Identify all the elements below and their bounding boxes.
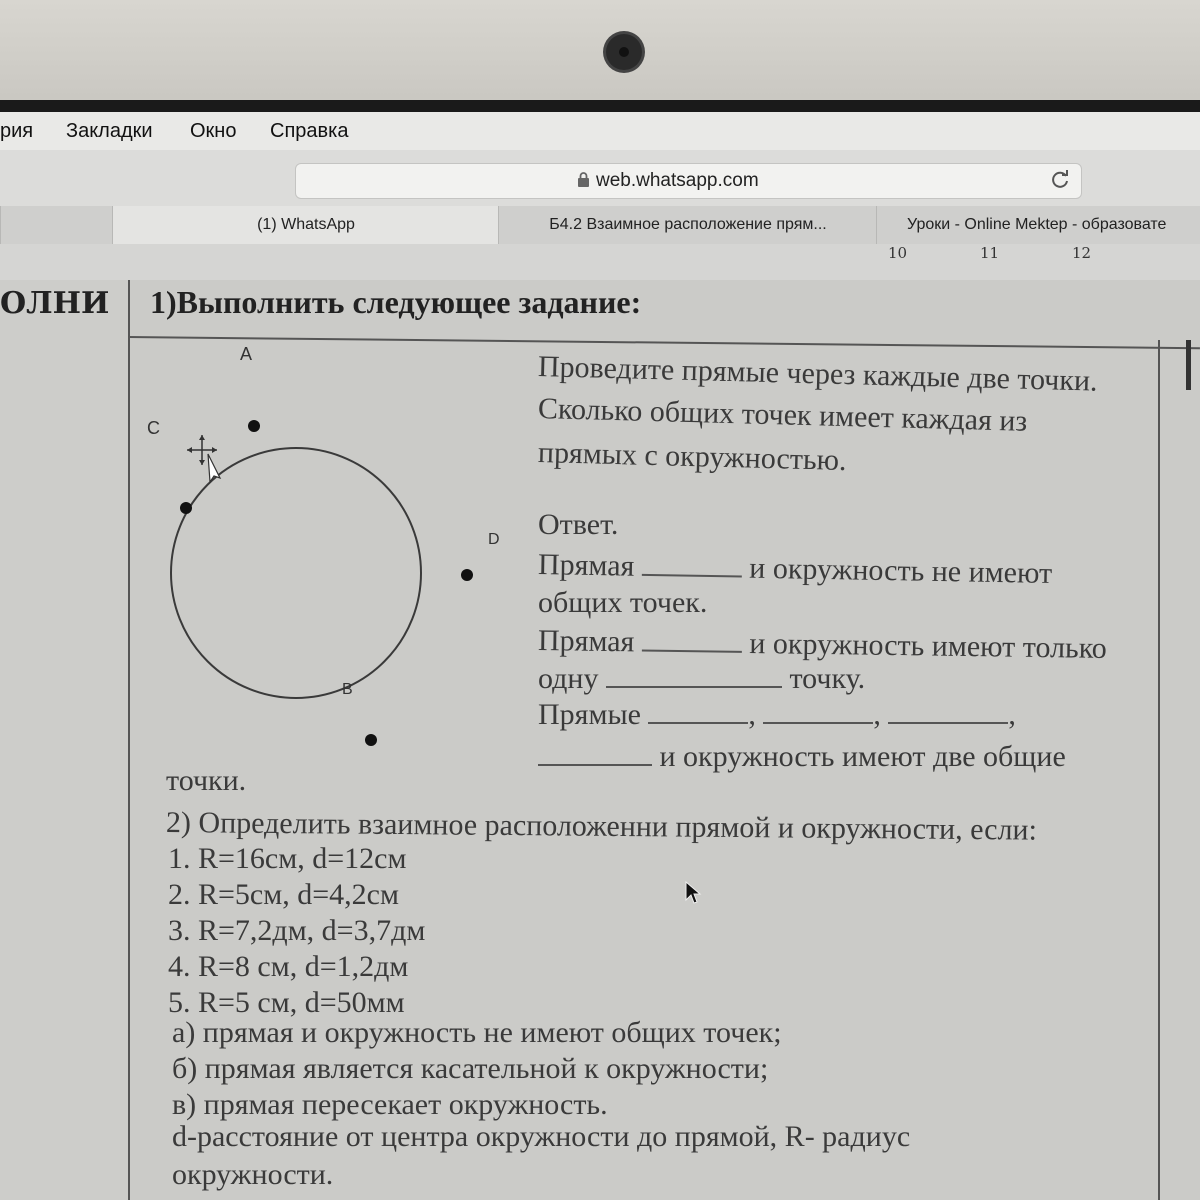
move-cursor-icon <box>187 435 220 482</box>
circle <box>171 448 421 698</box>
answer-blank[interactable] <box>538 740 652 766</box>
answer-line-6 <box>538 740 1066 774</box>
instruction-line-2: Сколько общих точек имеет каждая из <box>537 392 1028 438</box>
ruler-number: 10 <box>888 244 908 262</box>
reload-icon[interactable] <box>1048 168 1072 192</box>
label-a: A <box>240 344 253 364</box>
instruction-line-1: Проведите прямые через каждые две точки. <box>537 350 1098 398</box>
tab-online-mektep[interactable] <box>876 206 1200 244</box>
geometry-figure <box>130 330 530 770</box>
task2-item-2: 2. R=5см, d=4,2см <box>168 878 399 911</box>
mouse-pointer-icon <box>684 880 702 906</box>
answer-blank[interactable] <box>642 625 742 652</box>
tab-lesson-label: Б4.2 Взаимное расположение прям... <box>549 216 827 233</box>
menu-history[interactable]: рия <box>0 120 34 142</box>
document-ruler <box>0 244 1200 280</box>
answer-text: и окружность не имеют <box>749 551 1053 590</box>
point-a <box>248 420 260 432</box>
answer-text: точку. <box>789 662 866 695</box>
option-b: б) прямая является касательной к окружности; <box>172 1052 769 1085</box>
tab-mektep-label: Уроки - Online Mektep - образовате <box>907 216 1167 233</box>
answer-blank[interactable] <box>763 698 873 724</box>
tab-whatsapp-label: (1) WhatsApp <box>257 216 355 233</box>
tab-bar <box>0 206 1200 245</box>
label-c: C <box>147 418 160 438</box>
tab-whatsapp[interactable] <box>112 206 499 244</box>
label-b: B <box>342 681 353 698</box>
left-column-header: ОЛНИ <box>0 286 110 321</box>
table-left-column <box>0 280 130 1200</box>
task2-item-1: 1. R=16см, d=12см <box>168 842 407 875</box>
instruction-line-3: прямых с окружностью. <box>537 436 847 478</box>
laptop-bezel <box>0 0 1200 112</box>
menu-help[interactable]: Справка <box>270 120 349 142</box>
answer-blank[interactable] <box>606 662 782 688</box>
table-border <box>1158 340 1160 1200</box>
answer-label: Ответ. <box>538 508 619 541</box>
ruler-number: 11 <box>980 244 1000 262</box>
task2-item-5: 5. R=5 см, d=50мм <box>168 986 405 1019</box>
answer-line-7: точки. <box>166 764 247 797</box>
task2-item-3: 3. R=7,2дм, d=3,7дм <box>168 914 426 947</box>
answer-line-4 <box>538 662 865 696</box>
point-b <box>365 734 377 746</box>
answer-blank[interactable] <box>642 550 742 578</box>
camera-lens <box>619 47 629 57</box>
answer-text: Прямая <box>537 548 635 583</box>
answer-text: и окружность имеют две общие <box>659 740 1066 773</box>
address-bar[interactable] <box>295 163 1082 199</box>
tab-lesson-document[interactable] <box>498 206 877 244</box>
option-c: в) прямая пересекает окружность. <box>172 1088 608 1121</box>
definition-line-1: d-расстояние от центра окружности до прямой, R- радиус <box>172 1120 911 1153</box>
answer-text: одну <box>538 662 599 695</box>
lock-icon <box>578 172 589 187</box>
task2-title: 2) Определить взаимное расположенни прямой и окружности, если: <box>165 806 1038 847</box>
definition-line-2: окружности. <box>172 1158 334 1191</box>
label-d: D <box>488 531 500 548</box>
answer-blank[interactable] <box>648 698 748 724</box>
menu-bookmarks[interactable]: Закладки <box>66 120 153 142</box>
answer-text: Прямые <box>538 698 641 731</box>
task2-item-4: 4. R=8 см, d=1,2дм <box>168 950 409 983</box>
task1-title: 1)Выполнить следующее задание: <box>150 284 642 320</box>
answer-line-2: общих точек. <box>538 586 708 619</box>
point-d <box>461 569 473 581</box>
scrollbar-thumb[interactable] <box>1186 340 1191 390</box>
answer-text: и окружность имеют только <box>749 626 1108 665</box>
point-c <box>180 502 192 514</box>
answer-text: Прямая <box>537 624 635 659</box>
menu-window[interactable]: Окно <box>190 120 237 142</box>
ruler-number: 12 <box>1072 244 1092 262</box>
tab-blank[interactable] <box>0 206 113 244</box>
url-text: web.whatsapp.com <box>596 170 759 191</box>
answer-line-5: Прямые , , , <box>538 698 1016 731</box>
menu-bar <box>0 112 1200 151</box>
answer-blank[interactable] <box>888 698 1008 724</box>
option-a: а) прямая и окружность не имеют общих точек; <box>172 1016 782 1049</box>
